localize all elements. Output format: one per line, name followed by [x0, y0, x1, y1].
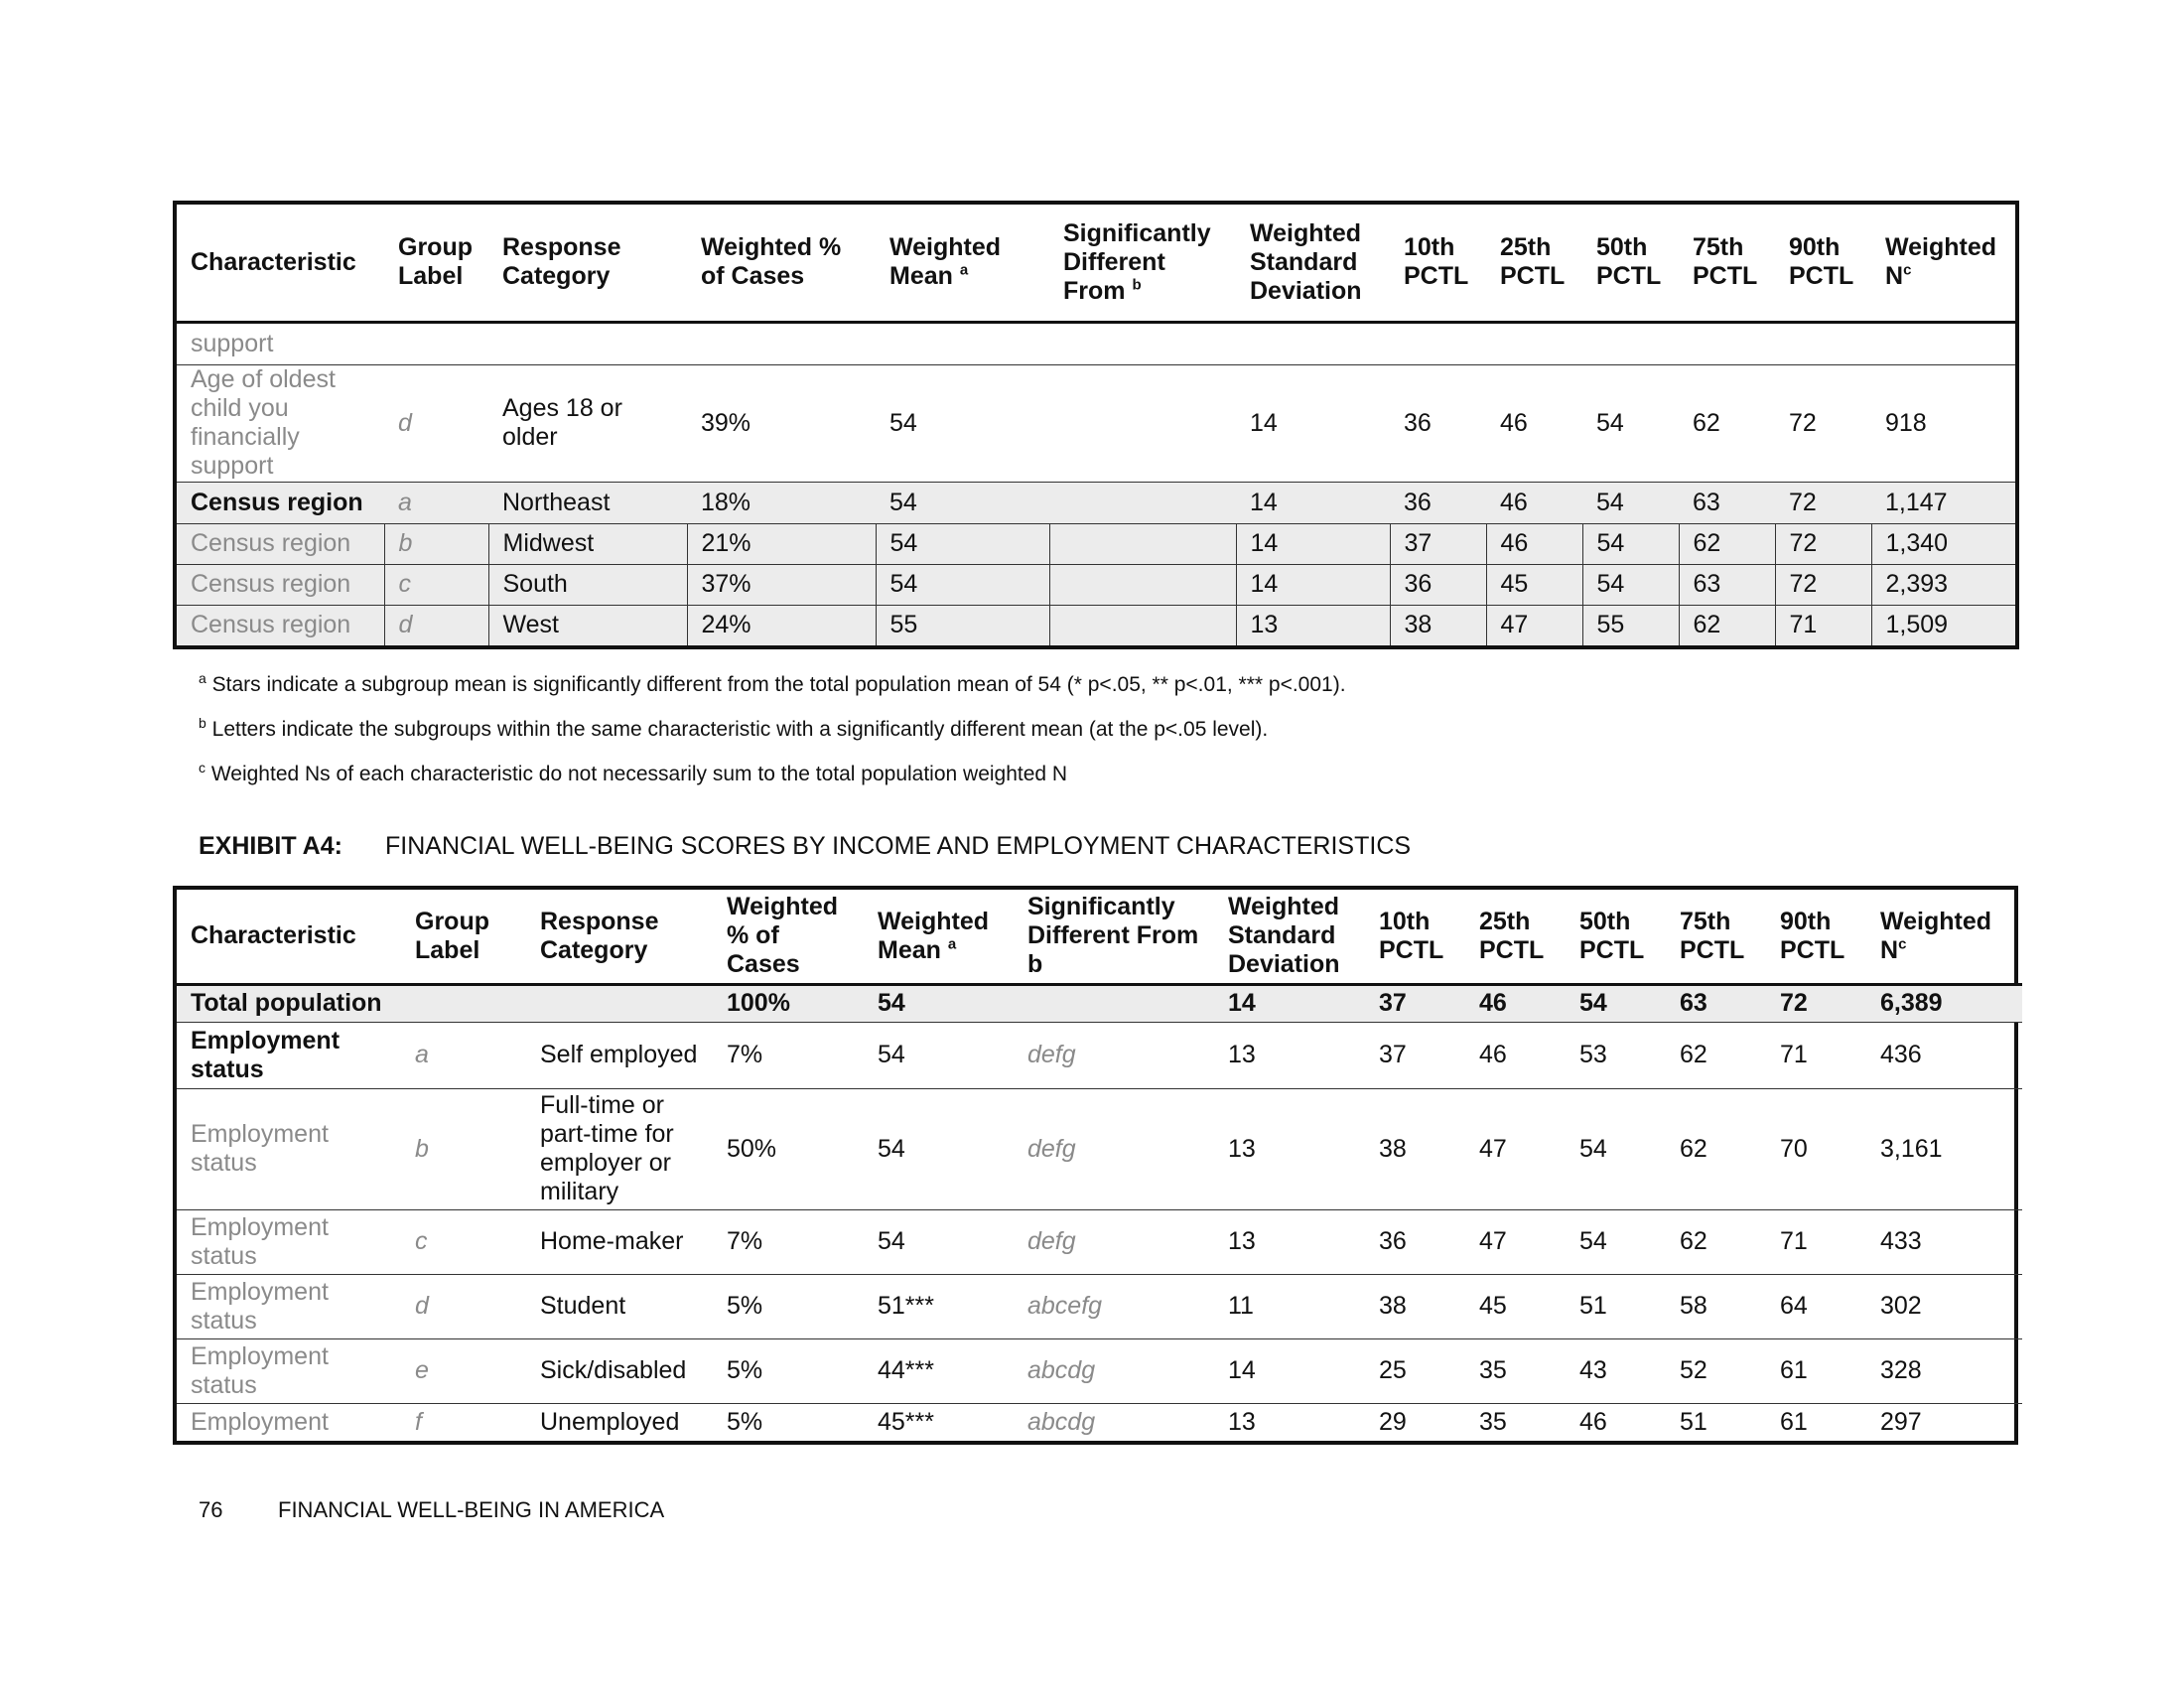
- cell-n: 2,393: [1871, 564, 2015, 605]
- cell-pct: 37%: [687, 564, 876, 605]
- header-weighted-n: [1871, 205, 2015, 322]
- cell-p50: 54: [1566, 984, 1666, 1022]
- cell-mean: 55: [876, 605, 1049, 645]
- cell-p75: 62: [1679, 523, 1775, 564]
- cell-pct: 39%: [687, 364, 876, 482]
- cell-characteristic: Census region: [177, 605, 384, 645]
- footnote-ref-a: a: [959, 261, 969, 279]
- footnote-ref-c: c: [1898, 935, 1907, 953]
- cell-characteristic: Employment status: [177, 1022, 401, 1088]
- cell-group: c: [384, 564, 488, 605]
- cell-p90: 72: [1775, 364, 1871, 482]
- header-sig-diff-text: Significantly Different From: [1063, 218, 1211, 305]
- cell-n: 6,389: [1866, 984, 2022, 1022]
- cell-sd: 13: [1214, 1088, 1365, 1209]
- cell-p75: 52: [1666, 1338, 1766, 1403]
- table-1-header-row: [177, 205, 2015, 322]
- header-p25: 25th PCTL: [1486, 205, 1582, 322]
- cell-n: 3,161: [1866, 1088, 2022, 1209]
- cell-p75: 62: [1666, 1209, 1766, 1274]
- cell-response: Home-maker: [526, 1209, 713, 1274]
- header-p90: 90th PCTL: [1775, 205, 1871, 322]
- cell-p25: 35: [1465, 1403, 1566, 1441]
- cell-sig: [1049, 523, 1236, 564]
- header-response-category: Response Category: [526, 890, 713, 984]
- cell-sig: abcdg: [1014, 1403, 1214, 1441]
- cell-p90: 72: [1775, 564, 1871, 605]
- cell-sd: 14: [1236, 564, 1390, 605]
- cell-p50: 55: [1582, 605, 1679, 645]
- cell-mean: 45***: [864, 1403, 1014, 1441]
- header-weighted-pct: Weighted % of Cases: [713, 890, 864, 984]
- header-characteristic: Characteristic: [177, 205, 384, 322]
- cell-mean: 54: [864, 984, 1014, 1022]
- header-response-category: Response Category: [488, 205, 687, 322]
- cell-pct: 5%: [713, 1274, 864, 1338]
- header-weighted-sd: Weighted Standard Deviation: [1236, 205, 1390, 322]
- footnote-b: [199, 715, 1269, 742]
- cell-sd: 14: [1236, 364, 1390, 482]
- cell-n: 302: [1866, 1274, 2022, 1338]
- cell-pct: 50%: [713, 1088, 864, 1209]
- cell-p10: 29: [1365, 1403, 1465, 1441]
- cell-response: Northeast: [488, 482, 687, 523]
- table-row-total: [177, 984, 2022, 1022]
- header-weighted-mean: [864, 890, 1014, 984]
- header-sig-diff: [1049, 205, 1236, 322]
- cell-pct: 7%: [713, 1209, 864, 1274]
- footnote-c: [199, 760, 1068, 786]
- cell-pct: 5%: [713, 1403, 864, 1441]
- cell-p90: 72: [1775, 523, 1871, 564]
- cell-sig: [1014, 984, 1214, 1022]
- header-p50: 50th PCTL: [1582, 205, 1679, 322]
- cell-characteristic: Employment status: [177, 1274, 401, 1338]
- cell-p75: 62: [1666, 1022, 1766, 1088]
- cell-characteristic: Employment: [177, 1403, 401, 1441]
- cell-sig: defg: [1014, 1209, 1214, 1274]
- cell-characteristic: Total population: [177, 984, 713, 1022]
- header-characteristic: Characteristic: [177, 890, 401, 984]
- footnote-b-mark: b: [199, 715, 206, 731]
- cell-group: a: [384, 482, 488, 523]
- cell-mean: 54: [876, 564, 1049, 605]
- table-row: [177, 1209, 2022, 1274]
- cell-p90: 64: [1766, 1274, 1866, 1338]
- cell-p75: 51: [1666, 1403, 1766, 1441]
- header-p25: 25th PCTL: [1465, 890, 1566, 984]
- cell-p90: 71: [1775, 605, 1871, 645]
- header-weighted-sd: Weighted Standard Deviation: [1214, 890, 1365, 984]
- cell-sig: [1049, 605, 1236, 645]
- cell-mean: 51***: [864, 1274, 1014, 1338]
- cell-mean: 54: [864, 1022, 1014, 1088]
- cell-p75: 62: [1679, 605, 1775, 645]
- cell-characteristic: Census region: [177, 482, 384, 523]
- cell-p75: 63: [1679, 564, 1775, 605]
- cell-mean: 54: [876, 523, 1049, 564]
- cell-p50: 54: [1582, 482, 1679, 523]
- cell-n: 328: [1866, 1338, 2022, 1403]
- page-footer: [199, 1497, 664, 1523]
- cell-p10: 36: [1365, 1209, 1465, 1274]
- footer-title: FINANCIAL WELL-BEING IN AMERICA: [278, 1497, 665, 1522]
- footnote-ref-a: a: [947, 935, 957, 953]
- cell-p90: 61: [1766, 1338, 1866, 1403]
- cell-n: 436: [1866, 1022, 2022, 1088]
- cell-group: c: [401, 1209, 526, 1274]
- cell-sd: 14: [1236, 482, 1390, 523]
- cell-group: a: [401, 1022, 526, 1088]
- footnote-c-text: Weighted Ns of each characteristic do not necessarily sum to the total population weighted N: [210, 763, 1068, 785]
- table-row: [177, 523, 2015, 564]
- cell-p50: 54: [1566, 1209, 1666, 1274]
- header-weighted-n-text: Weighted N: [1885, 233, 1997, 291]
- cell-sig: [1049, 364, 1236, 482]
- table-1: [173, 201, 2019, 649]
- cell-p25: 46: [1486, 364, 1582, 482]
- cell-p50: 53: [1566, 1022, 1666, 1088]
- cell-p90: 72: [1766, 984, 1866, 1022]
- cell-sig: defg: [1014, 1088, 1214, 1209]
- cell-p10: 38: [1365, 1088, 1465, 1209]
- table-row-continuation: [177, 322, 2015, 364]
- cell-p90: 72: [1775, 482, 1871, 523]
- cell-n: 918: [1871, 364, 2015, 482]
- cell-p75: 58: [1666, 1274, 1766, 1338]
- header-group-label: Group Label: [384, 205, 488, 322]
- cell-p25: 46: [1486, 482, 1582, 523]
- cell-group: d: [384, 605, 488, 645]
- exhibit-label: EXHIBIT A4:: [199, 832, 342, 860]
- header-sig-diff: Significantly Different From b: [1014, 890, 1214, 984]
- cell-sd: 13: [1214, 1403, 1365, 1441]
- footnote-a-mark: a: [199, 670, 206, 686]
- cell-sig: [1049, 564, 1236, 605]
- cell-p25: 47: [1486, 605, 1582, 645]
- footnote-a-text: Stars indicate a subgroup mean is significantly different from the total population mean of 54 (* p<.05, ** p<.01, *** p<.001).: [211, 673, 1346, 696]
- cell-p10: 37: [1365, 984, 1465, 1022]
- header-p75: 75th PCTL: [1666, 890, 1766, 984]
- cell-p90: 71: [1766, 1209, 1866, 1274]
- cell-n: 1,509: [1871, 605, 2015, 645]
- cell-p25: 46: [1486, 523, 1582, 564]
- cell-p10: 38: [1365, 1274, 1465, 1338]
- cell-sig: abcdg: [1014, 1338, 1214, 1403]
- cell-p90: 61: [1766, 1403, 1866, 1441]
- cell-characteristic: Employment status: [177, 1338, 401, 1403]
- cell-characteristic: Age of oldest child you financially support: [177, 364, 384, 482]
- continuation-text: support: [177, 322, 2015, 364]
- table-2: [173, 886, 2018, 1445]
- cell-mean: 44***: [864, 1338, 1014, 1403]
- cell-sd: 13: [1214, 1209, 1365, 1274]
- cell-characteristic: Employment status: [177, 1088, 401, 1209]
- cell-sig: [1049, 482, 1236, 523]
- cell-pct: 7%: [713, 1022, 864, 1088]
- cell-group: e: [401, 1338, 526, 1403]
- cell-mean: 54: [864, 1209, 1014, 1274]
- cell-pct: 18%: [687, 482, 876, 523]
- footnote-ref-b: b: [1132, 276, 1142, 294]
- cell-group: d: [401, 1274, 526, 1338]
- cell-response: Full-time or part-time for employer or military: [526, 1088, 713, 1209]
- table-row: [177, 1403, 2022, 1441]
- cell-sd: 14: [1214, 984, 1365, 1022]
- cell-p90: 70: [1766, 1088, 1866, 1209]
- cell-p75: 63: [1666, 984, 1766, 1022]
- cell-n: 297: [1866, 1403, 2022, 1441]
- exhibit-title: [199, 832, 1411, 861]
- cell-p50: 54: [1582, 364, 1679, 482]
- cell-p50: 51: [1566, 1274, 1666, 1338]
- cell-p75: 63: [1679, 482, 1775, 523]
- cell-p25: 46: [1465, 1022, 1566, 1088]
- cell-p25: 46: [1465, 984, 1566, 1022]
- table-row: [177, 1022, 2022, 1088]
- cell-p10: 37: [1390, 523, 1486, 564]
- cell-response: Unemployed: [526, 1403, 713, 1441]
- cell-sig: abcefg: [1014, 1274, 1214, 1338]
- cell-p50: 46: [1566, 1403, 1666, 1441]
- cell-p50: 54: [1566, 1088, 1666, 1209]
- table-row: [177, 1088, 2022, 1209]
- cell-n: 1,147: [1871, 482, 2015, 523]
- header-p10: 10th PCTL: [1365, 890, 1465, 984]
- cell-p25: 47: [1465, 1088, 1566, 1209]
- cell-n: 433: [1866, 1209, 2022, 1274]
- cell-p50: 54: [1582, 523, 1679, 564]
- cell-response: Ages 18 or older: [488, 364, 687, 482]
- cell-characteristic: Census region: [177, 523, 384, 564]
- cell-p50: 43: [1566, 1338, 1666, 1403]
- cell-pct: 24%: [687, 605, 876, 645]
- cell-p25: 45: [1465, 1274, 1566, 1338]
- cell-sd: 14: [1214, 1338, 1365, 1403]
- table-row: [177, 1274, 2022, 1338]
- header-p50: 50th PCTL: [1566, 890, 1666, 984]
- footnote-ref-c: c: [1903, 261, 1912, 279]
- cell-response: Midwest: [488, 523, 687, 564]
- cell-response: Student: [526, 1274, 713, 1338]
- header-p10: 10th PCTL: [1390, 205, 1486, 322]
- footnote-a: [199, 670, 1346, 697]
- header-p90: 90th PCTL: [1766, 890, 1866, 984]
- cell-mean: 54: [864, 1088, 1014, 1209]
- cell-p10: 25: [1365, 1338, 1465, 1403]
- header-weighted-mean: [876, 205, 1049, 322]
- cell-p50: 54: [1582, 564, 1679, 605]
- header-weighted-mean-text: Weighted Mean: [889, 233, 1002, 291]
- cell-response: Sick/disabled: [526, 1338, 713, 1403]
- cell-p75: 62: [1679, 364, 1775, 482]
- cell-p10: 36: [1390, 482, 1486, 523]
- header-group-label: Group Label: [401, 890, 526, 984]
- cell-pct: 21%: [687, 523, 876, 564]
- cell-p10: 36: [1390, 364, 1486, 482]
- page-number: 76: [199, 1497, 223, 1522]
- cell-group: b: [384, 523, 488, 564]
- cell-group: d: [384, 364, 488, 482]
- cell-response: West: [488, 605, 687, 645]
- table-row: [177, 1338, 2022, 1403]
- cell-sig: defg: [1014, 1022, 1214, 1088]
- cell-characteristic: Census region: [177, 564, 384, 605]
- cell-mean: 54: [876, 482, 1049, 523]
- cell-n: 1,340: [1871, 523, 2015, 564]
- cell-sd: 11: [1214, 1274, 1365, 1338]
- cell-group: b: [401, 1088, 526, 1209]
- cell-p10: 37: [1365, 1022, 1465, 1088]
- cell-p25: 45: [1486, 564, 1582, 605]
- cell-p75: 62: [1666, 1088, 1766, 1209]
- table-row: [177, 482, 2015, 523]
- cell-p10: 38: [1390, 605, 1486, 645]
- cell-group: f: [401, 1403, 526, 1441]
- table-row: [177, 605, 2015, 645]
- exhibit-title-text: FINANCIAL WELL-BEING SCORES BY INCOME AND EMPLOYMENT CHARACTERISTICS: [385, 832, 1412, 860]
- cell-p90: 71: [1766, 1022, 1866, 1088]
- cell-response: South: [488, 564, 687, 605]
- table-row: [177, 564, 2015, 605]
- cell-p25: 47: [1465, 1209, 1566, 1274]
- table-row: [177, 364, 2015, 482]
- cell-p25: 35: [1465, 1338, 1566, 1403]
- cell-p10: 36: [1390, 564, 1486, 605]
- header-weighted-n: [1866, 890, 2022, 984]
- table-2-header-row: [177, 890, 2022, 984]
- cell-sd: 13: [1214, 1022, 1365, 1088]
- cell-mean: 54: [876, 364, 1049, 482]
- cell-characteristic: Employment status: [177, 1209, 401, 1274]
- cell-sd: 13: [1236, 605, 1390, 645]
- cell-response: Self employed: [526, 1022, 713, 1088]
- header-p75: 75th PCTL: [1679, 205, 1775, 322]
- cell-pct: 5%: [713, 1338, 864, 1403]
- header-weighted-mean-text: Weighted Mean: [878, 907, 990, 964]
- header-weighted-n-text: Weighted N: [1880, 907, 1992, 964]
- footnote-b-text: Letters indicate the subgroups within the same characteristic with a significantly different mean (at the p<.05 level).: [211, 718, 1269, 741]
- footnote-c-mark: c: [199, 760, 205, 775]
- cell-pct: 100%: [713, 984, 864, 1022]
- header-weighted-pct: Weighted % of Cases: [687, 205, 876, 322]
- cell-sd: 14: [1236, 523, 1390, 564]
